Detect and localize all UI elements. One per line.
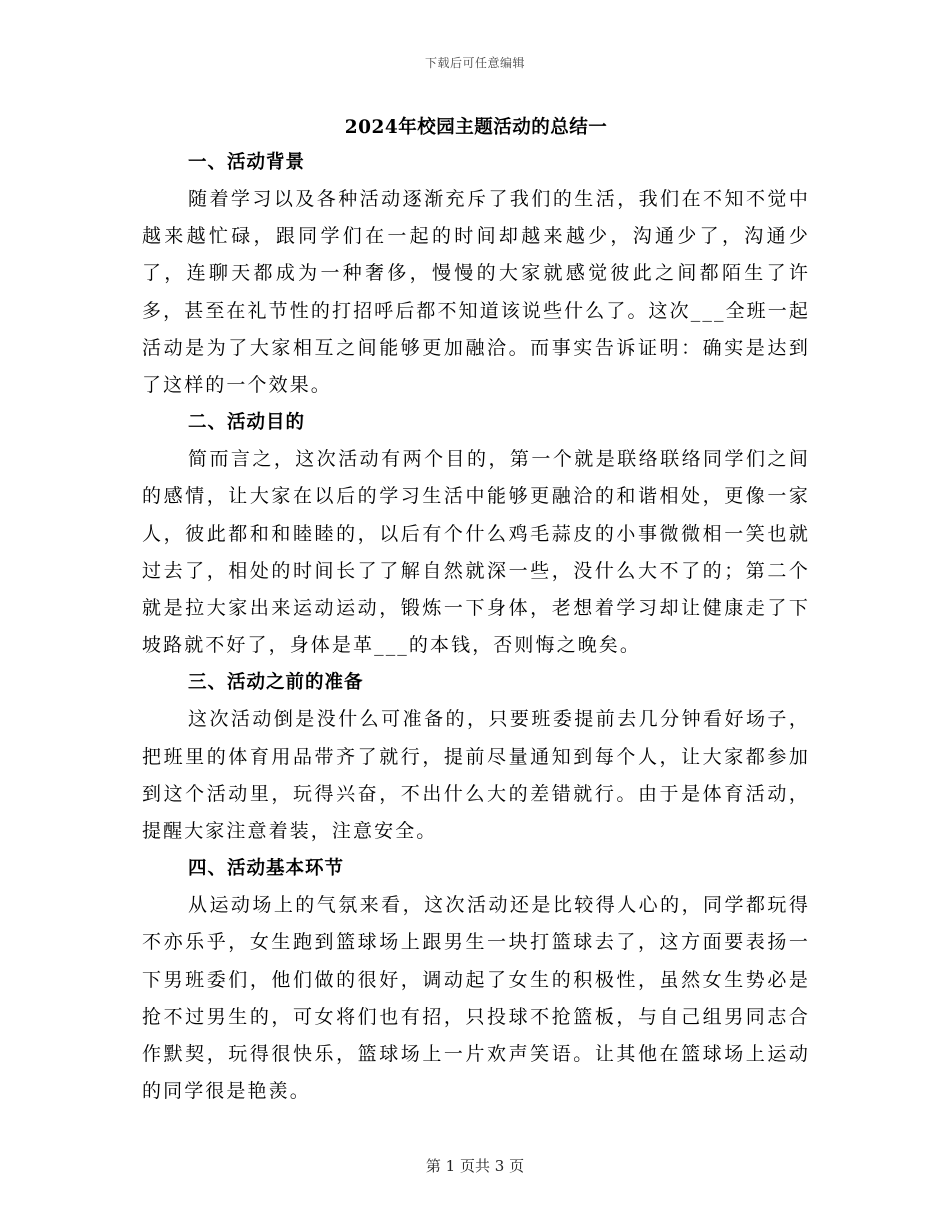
header-note: 下载后可任意编辑 — [424, 56, 525, 70]
section-heading-activities: 四、活动基本环节 — [188, 858, 345, 880]
section-paragraph-background: 随着学习以及各种活动逐渐充斥了我们的生活，我们在不知不觉中越来越忙碌，跟同学们在一起的时间却越来越少，沟通少了，沟通少了，连聊天都成为一种奢侈，慢慢的大家就感觉彼此之间都陌生了许多，甚至在礼节性的打招呼后都不知道该说些什么了。这次___全班一起活动是为了大家相互之间能够更加融洽。而事实告诉证明：确实是达到了这样的一个效果。 — [142, 188, 810, 397]
section-paragraph-activities: 从运动场上的气氛来看，这次活动还是比较得人心的，同学都玩得不亦乐乎，女生跑到篮球场上跟男生一块打篮球去了，这方面要表扬一下男班委们，他们做的很好，调动起了女生的积极性，虽然女生势必是抢不过男生的，可女将们也有招，只投球不抢篮板，与自己组男同志合作默契，玩得很快乐，篮球场上一片欢声笑语。让其他在篮球场上运动的同学很是艳羡。 — [142, 894, 810, 1103]
page-indicator: 第 1 页共 3 页 — [425, 1157, 525, 1175]
section-paragraph-preparation: 这次活动倒是没什么可准备的，只要班委提前去几分钟看好场子，把班里的体育用品带齐了就行，提前尽量通知到每个人，让大家都参加到这个活动里，玩得兴奋，不出什么大的差错就行。由于是体育活动，提醒大家注意着装，注意安全。 — [142, 708, 810, 843]
section-heading-purpose: 二、活动目的 — [188, 412, 306, 434]
document-body — [142, 112, 810, 1110]
section-heading-background: 一、活动背景 — [188, 152, 306, 173]
section-heading-preparation: 三、活动之前的准备 — [188, 672, 364, 694]
document-title: 2024年校园主题活动的总结一 — [344, 117, 608, 138]
section-paragraph-purpose: 简而言之，这次活动有两个目的，第一个就是联络联络同学们之间的感情，让大家在以后的学习生活中能够更融洽的和谐相处，更像一家人，彼此都和和睦睦的，以后有个什么鸡毛蒜皮的小事微微相一笑也就过去了，相处的时间长了了解自然就深一些，没什么大不了的；第二个就是拉大家出来运动运动，锻炼一下身体，老想着学习却让健康走了下坡路就不好了，身体是革___的本钱，否则悔之晚矣。 — [142, 448, 810, 657]
